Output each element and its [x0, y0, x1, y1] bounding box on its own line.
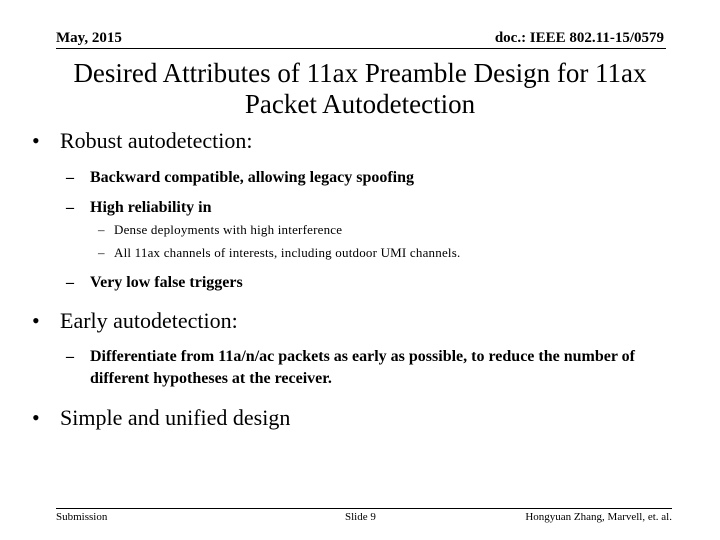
header-date: May, 2015: [56, 30, 122, 46]
slide-title-line-2: Packet Autodetection: [244, 89, 476, 119]
sub-bullet-text: Backward compatible, allowing legacy spoofing: [90, 169, 415, 186]
sub-bullet-text-line-1: Differentiate from 11a/n/ac packets as early as possible, to reduce the number of: [90, 348, 635, 365]
sub-sub-bullet-11ax-channels: [98, 245, 460, 261]
footer-divider: [56, 508, 672, 509]
dash-marker: –: [66, 199, 74, 216]
dash-marker: –: [98, 222, 105, 237]
sub-sub-bullet-text: All 11ax channels of interests, including outdoor UMI channels.: [114, 245, 461, 260]
footer-slide-number: Slide 9: [345, 511, 376, 523]
bullet-simple-unified-design: [32, 405, 290, 431]
sub-bullet-text: Very low false triggers: [90, 274, 243, 291]
sub-bullet-text-line-2: different hypotheses at the receiver.: [90, 370, 332, 387]
bullet-text: Robust autodetection:: [60, 128, 253, 153]
bullet-marker: •: [32, 308, 40, 333]
bullet-robust-autodetection: [32, 128, 252, 154]
bullet-text: Simple and unified design: [60, 405, 291, 430]
dash-marker: –: [66, 169, 74, 186]
sub-sub-bullet-text: Dense deployments with high interference: [114, 222, 343, 237]
sub-bullet-backward-compatible: [66, 167, 414, 189]
footer-authors: Hongyuan Zhang, Marvell, et. al.: [525, 511, 672, 523]
bullet-marker: •: [32, 405, 40, 430]
sub-bullet-low-false-triggers: [66, 272, 243, 294]
slide-title-line-1: Desired Attributes of 11ax Preamble Design for 11ax: [73, 58, 647, 88]
bullet-text: Early autodetection:: [60, 308, 238, 333]
sub-sub-bullet-dense-deployments: [98, 222, 342, 238]
sub-bullet-differentiate: [66, 346, 635, 390]
bullet-early-autodetection: [32, 308, 238, 334]
dash-marker: –: [98, 245, 105, 260]
bullet-marker: •: [32, 128, 40, 153]
slide-title: [40, 58, 680, 120]
sub-bullet-text: High reliability in: [90, 199, 212, 216]
sub-bullet-high-reliability: [66, 197, 212, 219]
header-doc-id: doc.: IEEE 802.11-15/0579: [494, 30, 664, 46]
header-divider: [56, 48, 666, 49]
footer-submission: Submission: [56, 511, 108, 523]
dash-marker: –: [66, 274, 74, 291]
dash-marker: –: [66, 348, 74, 365]
